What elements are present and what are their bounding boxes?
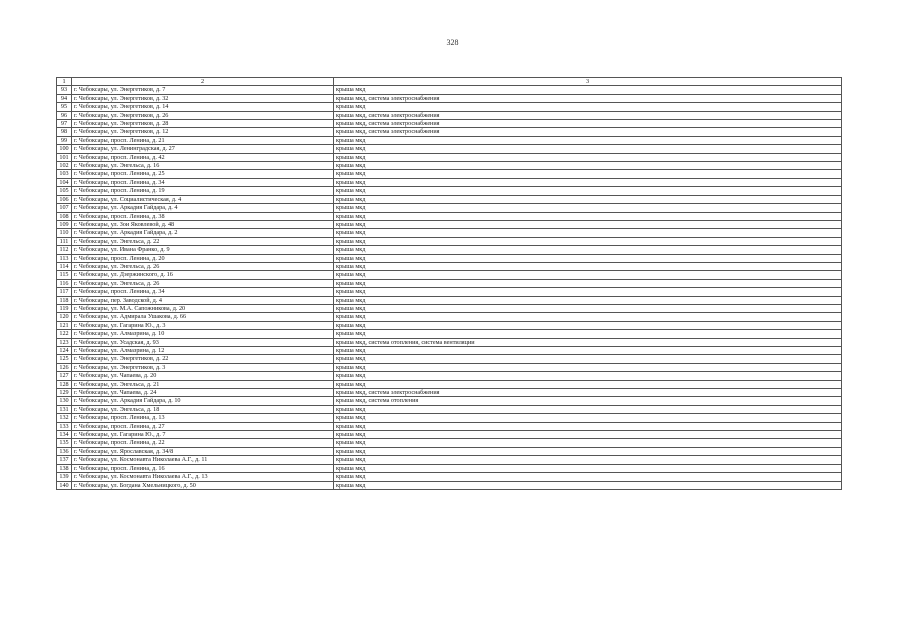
elements-cell: крыша мкд (334, 456, 842, 464)
row-number-cell: 109 (57, 220, 72, 228)
address-cell: г. Чебоксары, просп. Ленина, д. 42 (72, 153, 334, 161)
address-cell: г. Чебоксары, ул. Энергетиков, д. 22 (72, 355, 334, 363)
table-row (57, 481, 842, 489)
elements-cell: крыша мкд (334, 136, 842, 144)
elements-cell: крыша мкд (334, 380, 842, 388)
elements-cell: крыша мкд (334, 447, 842, 455)
address-cell: г. Чебоксары, ул. Энергетиков, д. 28 (72, 120, 334, 128)
table-row (57, 422, 842, 430)
elements-cell: крыша мкд (334, 313, 842, 321)
row-number-cell: 106 (57, 195, 72, 203)
table-row (57, 464, 842, 472)
address-cell: г. Чебоксары, ул. Энергетиков, д. 7 (72, 86, 334, 94)
address-cell: г. Чебоксары, ул. Аркадия Гайдара, д. 2 (72, 229, 334, 237)
address-cell: г. Чебоксары, ул. Зои Яковлевой, д. 48 (72, 220, 334, 228)
elements-cell: крыша мкд (334, 288, 842, 296)
row-number-cell: 108 (57, 212, 72, 220)
table-row (57, 178, 842, 186)
address-cell: г. Чебоксары, ул. Космонавта Николаева А.Г., д. 13 (72, 473, 334, 481)
elements-cell: крыша мкд (334, 254, 842, 262)
elements-cell: крыша мкд (334, 153, 842, 161)
table-row (57, 237, 842, 245)
row-number-cell: 104 (57, 178, 72, 186)
table-row (57, 212, 842, 220)
table-row (57, 405, 842, 413)
table-row (57, 111, 842, 119)
address-cell: г. Чебоксары, ул. Энергетиков, д. 12 (72, 128, 334, 136)
elements-cell: крыша мкд (334, 321, 842, 329)
address-cell: г. Чебоксары, ул. Богдана Хмельницкого, д. 50 (72, 481, 334, 489)
table-row (57, 262, 842, 270)
table-row (57, 389, 842, 397)
row-number-cell: 135 (57, 439, 72, 447)
elements-cell: крыша мкд (334, 204, 842, 212)
row-number-cell: 133 (57, 422, 72, 430)
table-header-row (57, 78, 842, 86)
address-cell: г. Чебоксары, ул. М.А. Сапожникова, д. 20 (72, 304, 334, 312)
elements-cell: крыша мкд, система электроснабжения (334, 111, 842, 119)
table-row (57, 187, 842, 195)
row-number-cell: 120 (57, 313, 72, 321)
row-number-cell: 103 (57, 170, 72, 178)
elements-cell: крыша мкд (334, 229, 842, 237)
address-cell: г. Чебоксары, ул. Энергетиков, д. 32 (72, 94, 334, 102)
elements-cell: крыша мкд (334, 187, 842, 195)
address-cell: г. Чебоксары, пер. Заводской, д. 4 (72, 296, 334, 304)
table-row (57, 456, 842, 464)
address-cell: г. Чебоксары, ул. Алмазрина, д. 12 (72, 347, 334, 355)
address-cell: г. Чебоксары, просп. Ленина, д. 22 (72, 439, 334, 447)
table-row (57, 414, 842, 422)
address-cell: г. Чебоксары, просп. Ленина, д. 13 (72, 414, 334, 422)
address-cell: г. Чебоксары, ул. Космонавта Николаева А.Г., д. 11 (72, 456, 334, 464)
address-cell: г. Чебоксары, просп. Ленина, д. 34 (72, 178, 334, 186)
elements-cell: крыша мкд (334, 347, 842, 355)
row-number-cell: 97 (57, 120, 72, 128)
row-number-cell: 99 (57, 136, 72, 144)
elements-cell: крыша мкд, система электроснабжения (334, 94, 842, 102)
row-number-cell: 112 (57, 246, 72, 254)
elements-cell: крыша мкд (334, 178, 842, 186)
table-row (57, 397, 842, 405)
table-row (57, 204, 842, 212)
elements-cell: крыша мкд (334, 439, 842, 447)
elements-cell: крыша мкд (334, 220, 842, 228)
address-cell: г. Чебоксары, ул. Энгельса, д. 22 (72, 237, 334, 245)
row-number-cell: 134 (57, 431, 72, 439)
address-cell: г. Чебоксары, ул. Энергетиков, д. 14 (72, 103, 334, 111)
address-cell: г. Чебоксары, просп. Ленина, д. 25 (72, 170, 334, 178)
table-row (57, 128, 842, 136)
elements-cell: крыша мкд (334, 304, 842, 312)
address-cell: г. Чебоксары, просп. Ленина, д. 38 (72, 212, 334, 220)
row-number-cell: 128 (57, 380, 72, 388)
row-number-cell: 107 (57, 204, 72, 212)
row-number-cell: 102 (57, 162, 72, 170)
table-row (57, 439, 842, 447)
row-number-cell: 113 (57, 254, 72, 262)
address-cell: г. Чебоксары, просп. Ленина, д. 34 (72, 288, 334, 296)
elements-cell: крыша мкд (334, 262, 842, 270)
elements-cell: крыша мкд (334, 414, 842, 422)
address-cell: г. Чебоксары, ул. Адмирала Ушакова, д. 66 (72, 313, 334, 321)
row-number-cell: 115 (57, 271, 72, 279)
row-number-cell: 118 (57, 296, 72, 304)
row-number-cell: 121 (57, 321, 72, 329)
table-row (57, 162, 842, 170)
address-cell: г. Чебоксары, просп. Ленина, д. 20 (72, 254, 334, 262)
address-cell: г. Чебоксары, ул. Гагарина Ю., д. 7 (72, 431, 334, 439)
elements-cell: крыша мкд (334, 237, 842, 245)
address-cell: г. Чебоксары, ул. Энгельса, д. 21 (72, 380, 334, 388)
table-row (57, 473, 842, 481)
row-number-cell: 111 (57, 237, 72, 245)
row-number-cell: 137 (57, 456, 72, 464)
table-body (57, 86, 842, 490)
row-number-cell: 119 (57, 304, 72, 312)
address-cell: г. Чебоксары, ул. Энергетиков, д. 3 (72, 363, 334, 371)
address-cell: г. Чебоксары, просп. Ленина, д. 27 (72, 422, 334, 430)
table-row (57, 136, 842, 144)
row-number-cell: 140 (57, 481, 72, 489)
elements-cell: крыша мкд (334, 246, 842, 254)
column-header-number: 1 (57, 78, 72, 86)
table-row (57, 220, 842, 228)
row-number-cell: 129 (57, 389, 72, 397)
row-number-cell: 93 (57, 86, 72, 94)
row-number-cell: 131 (57, 405, 72, 413)
row-number-cell: 122 (57, 330, 72, 338)
table-row (57, 431, 842, 439)
table-row (57, 330, 842, 338)
row-number-cell: 123 (57, 338, 72, 346)
elements-cell: крыша мкд (334, 195, 842, 203)
elements-cell: крыша мкд (334, 103, 842, 111)
row-number-cell: 138 (57, 464, 72, 472)
elements-cell: крыша мкд (334, 296, 842, 304)
row-number-cell: 139 (57, 473, 72, 481)
elements-cell: крыша мкд (334, 162, 842, 170)
elements-cell: крыша мкд (334, 330, 842, 338)
table-row (57, 321, 842, 329)
table-row (57, 94, 842, 102)
table-row (57, 279, 842, 287)
elements-cell: крыша мкд (334, 212, 842, 220)
address-cell: г. Чебоксары, просп. Ленина, д. 21 (72, 136, 334, 144)
row-number-cell: 127 (57, 372, 72, 380)
address-cell: г. Чебоксары, просп. Ленина, д. 16 (72, 464, 334, 472)
elements-cell: крыша мкд (334, 372, 842, 380)
row-number-cell: 98 (57, 128, 72, 136)
row-number-cell: 100 (57, 145, 72, 153)
row-number-cell: 124 (57, 347, 72, 355)
address-cell: г. Чебоксары, ул. Усадская, д. 93 (72, 338, 334, 346)
table-row (57, 347, 842, 355)
address-cell: г. Чебоксары, ул. Энгельса, д. 16 (72, 162, 334, 170)
row-number-cell: 132 (57, 414, 72, 422)
elements-cell: крыша мкд (334, 355, 842, 363)
address-cell: г. Чебоксары, ул. Энгельса, д. 26 (72, 279, 334, 287)
elements-cell: крыша мкд (334, 481, 842, 489)
row-number-cell: 96 (57, 111, 72, 119)
address-cell: г. Чебоксары, ул. Чапаева, д. 20 (72, 372, 334, 380)
table-row (57, 296, 842, 304)
table-row (57, 86, 842, 94)
row-number-cell: 125 (57, 355, 72, 363)
table-row (57, 363, 842, 371)
address-cell: г. Чебоксары, ул. Аркадия Гайдара, д. 4 (72, 204, 334, 212)
row-number-cell: 95 (57, 103, 72, 111)
table-row (57, 246, 842, 254)
table-row (57, 313, 842, 321)
elements-cell: крыша мкд (334, 271, 842, 279)
address-cell: г. Чебоксары, ул. Гагарина Ю., д. 3 (72, 321, 334, 329)
row-number-cell: 114 (57, 262, 72, 270)
elements-cell: крыша мкд, система отопления (334, 397, 842, 405)
table-row (57, 170, 842, 178)
table-row (57, 103, 842, 111)
elements-cell: крыша мкд, система отопления, система вентиляции (334, 338, 842, 346)
table-row (57, 304, 842, 312)
row-number-cell: 105 (57, 187, 72, 195)
elements-cell: крыша мкд (334, 431, 842, 439)
row-number-cell: 117 (57, 288, 72, 296)
table-row (57, 120, 842, 128)
row-number-cell: 101 (57, 153, 72, 161)
elements-cell: крыша мкд, система электроснабжения (334, 128, 842, 136)
row-number-cell: 136 (57, 447, 72, 455)
table-row (57, 195, 842, 203)
elements-cell: крыша мкд (334, 422, 842, 430)
table-row (57, 229, 842, 237)
elements-cell: крыша мкд (334, 464, 842, 472)
table-row (57, 288, 842, 296)
elements-cell: крыша мкд (334, 145, 842, 153)
table-row (57, 447, 842, 455)
column-header-elements: 3 (334, 78, 842, 86)
address-cell: г. Чебоксары, ул. Ленинградская, д. 27 (72, 145, 334, 153)
address-cell: г. Чебоксары, ул. Алмазрина, д. 10 (72, 330, 334, 338)
elements-cell: крыша мкд (334, 279, 842, 287)
address-cell: г. Чебоксары, ул. Чапаева, д. 24 (72, 389, 334, 397)
row-number-cell: 126 (57, 363, 72, 371)
address-cell: г. Чебоксары, ул. Энергетиков, д. 26 (72, 111, 334, 119)
elements-cell: крыша мкд, система электроснабжения (334, 389, 842, 397)
address-cell: г. Чебоксары, ул. Энгельса, д. 18 (72, 405, 334, 413)
table-row (57, 153, 842, 161)
table-row (57, 380, 842, 388)
elements-cell: крыша мкд (334, 473, 842, 481)
table-row (57, 254, 842, 262)
address-cell: г. Чебоксары, ул. Социалистическая, д. 4 (72, 195, 334, 203)
elements-cell: крыша мкд (334, 86, 842, 94)
elements-cell: крыша мкд (334, 405, 842, 413)
row-number-cell: 94 (57, 94, 72, 102)
address-cell: г. Чебоксары, ул. Ярославская, д. 34/8 (72, 447, 334, 455)
address-table (56, 77, 842, 490)
table-row (57, 338, 842, 346)
page-number: 328 (446, 38, 459, 47)
table-row (57, 355, 842, 363)
elements-cell: крыша мкд (334, 170, 842, 178)
address-cell: г. Чебоксары, ул. Дзержинского, д. 16 (72, 271, 334, 279)
row-number-cell: 116 (57, 279, 72, 287)
address-cell: г. Чебоксары, ул. Аркадия Гайдара, д. 10 (72, 397, 334, 405)
table-row (57, 271, 842, 279)
elements-cell: крыша мкд, система электроснабжения (334, 120, 842, 128)
table-row (57, 372, 842, 380)
table-row (57, 145, 842, 153)
column-header-address: 2 (72, 78, 334, 86)
row-number-cell: 130 (57, 397, 72, 405)
address-cell: г. Чебоксары, просп. Ленина, д. 19 (72, 187, 334, 195)
address-cell: г. Чебоксары, ул. Энгельса, д. 26 (72, 262, 334, 270)
elements-cell: крыша мкд (334, 363, 842, 371)
row-number-cell: 110 (57, 229, 72, 237)
address-cell: г. Чебоксары, ул. Ивана Франко, д. 9 (72, 246, 334, 254)
